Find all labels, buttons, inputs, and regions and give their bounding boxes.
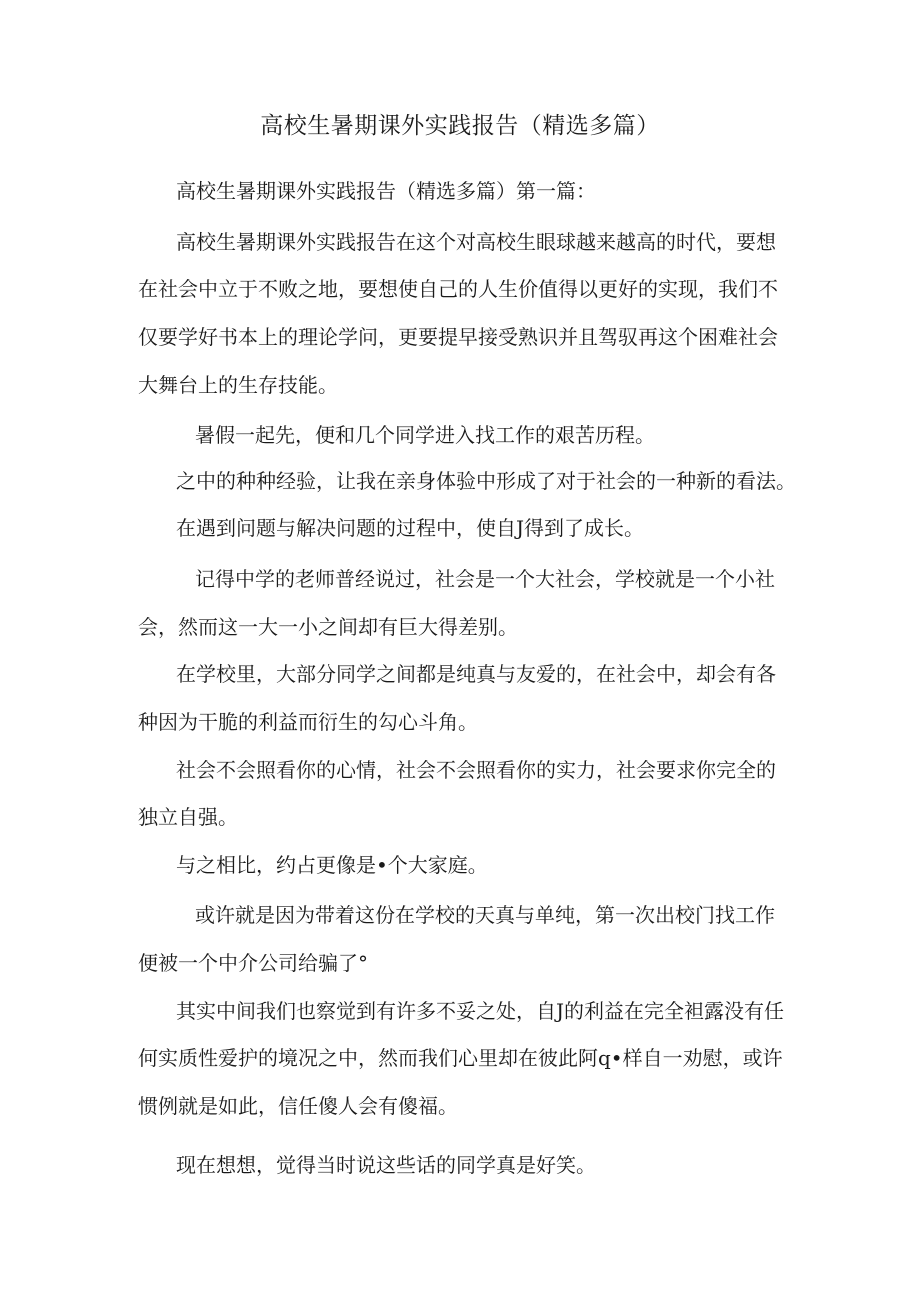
paragraph-line: 现在想想，觉得当时说这些话的同学真是好笑。 xyxy=(176,1153,596,1177)
paragraph-line: 暑假一起先，便和几个同学进入找工作的艰苦历程。 xyxy=(195,423,655,447)
paragraph-line: 在遇到问题与解决问题的过程中，使自J得到了成长。 xyxy=(176,516,645,540)
paragraph-line: 与之相比，约占更像是•个大家庭。 xyxy=(176,853,488,877)
paragraph-line: 惯例就是如此，信任傻人会有傻福。 xyxy=(138,1094,458,1118)
section-heading: 高校生暑期课外实践报告（精选多篇）第一篇： xyxy=(176,179,596,203)
document-title: 高校生暑期课外实践报告（精选多篇） xyxy=(260,113,660,139)
paragraph-line: 其实中间我们也察觉到有许多不妥之处，自J的利益在完全袒露没有任 xyxy=(176,999,785,1023)
paragraph-line: 或许就是因为带着这份在学校的天真与单纯，第一次出校门找工作 xyxy=(195,903,775,927)
paragraph-line: 社会不会照看你的心情，社会不会照看你的实力，社会要求你完全的 xyxy=(176,758,776,782)
paragraph-line: 会，然而这一大一小之间却有巨大得差别。 xyxy=(138,615,518,639)
paragraph-line: 便被一个中介公司给骗了° xyxy=(138,951,368,975)
paragraph-line: 高校生暑期课外实践报告在这个对高校生眼球越来越高的时代，要想 xyxy=(176,230,776,254)
paragraph-line: 仅要学好书本上的理论学问，更要提早接受熟识并且驾驭再这个困难社会 xyxy=(138,325,778,349)
paragraph-line: 种因为干脆的利益而衍生的勾心斗角。 xyxy=(138,710,478,734)
paragraph-line: 独立自强。 xyxy=(138,805,238,829)
paragraph-line: 何实质性爱护的境况之中，然而我们心里却在彼此阿q•样自一劝慰，或许 xyxy=(138,1046,783,1070)
paragraph-line: 大舞台上的生存技能。 xyxy=(138,373,338,397)
paragraph-line: 之中的种种经验，让我在亲身体验中形成了对于社会的一种新的看法。 xyxy=(176,469,796,493)
paragraph-line: 在社会中立于不败之地，要想使自己的人生价值得以更好的实现，我们不 xyxy=(138,277,778,301)
paragraph-line: 在学校里，大部分同学之间都是纯真与友爱的，在社会中，却会有各 xyxy=(176,662,776,686)
paragraph-line: 记得中学的老师普经说过，社会是一个大社会，学校就是一个小社 xyxy=(195,567,775,591)
